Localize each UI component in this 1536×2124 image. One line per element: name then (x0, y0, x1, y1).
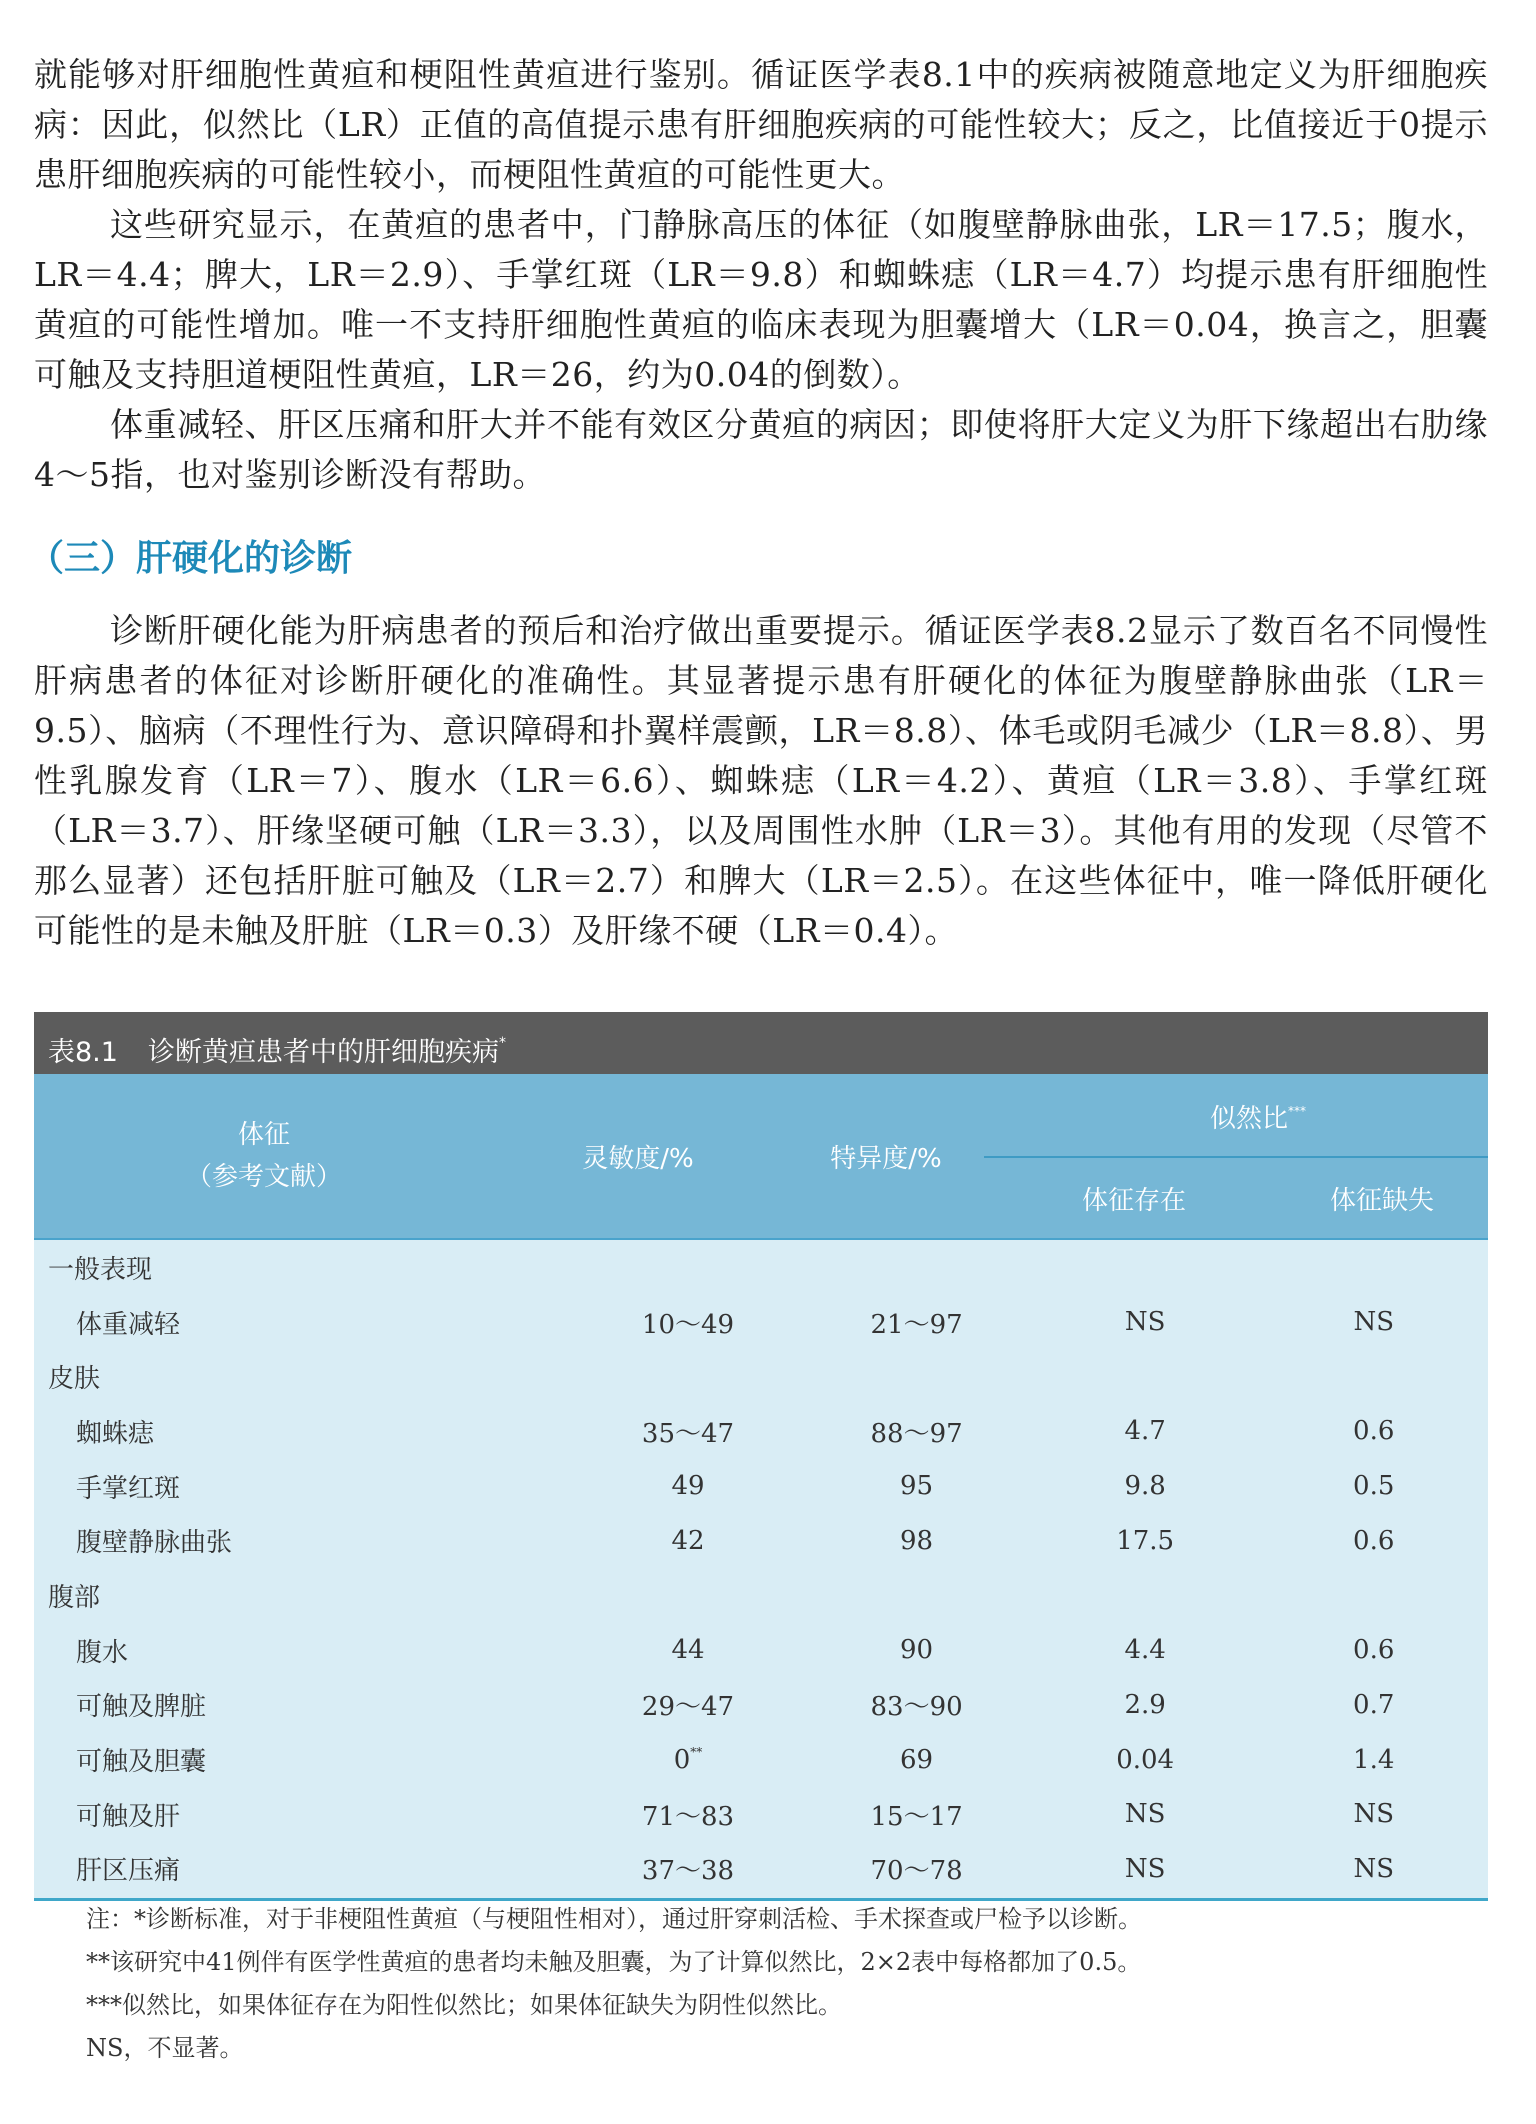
section-paragraph: 诊断肝硬化能为肝病患者的预后和治疗做出重要提示。循证医学表8.2显示了数百名不同慢性肝病患者的体征对诊断肝硬化的准确性。其显著提示患有肝硬化的体征为腹壁静脉曲张（LR＝9.5）、脑病（不理性行为、意识障碍和扑翼样震颤，LR＝8.8）、体毛或阴毛减少（LR＝8.8）、男性乳腺发育（LR＝7）、腹水（LR＝6.6）、蜘蛛痣（LR＝4.2）、黄疸（LR＝3.8）、手掌红斑（LR＝3.7）、肝缘坚硬可触（LR＝3.3），以及周围性水肿（LR＝3）。其他有用的发现（尽管不那么显著）还包括肝脏可触及（LR＝2.7）和脾大（LR＝2.5）。在这些体征中，唯一降低肝硬化可能性的是未触及肝脏（LR＝0.3）及肝缘不硬（LR＝0.4）。 (34, 611, 1488, 950)
lr-present-cell-text: 0.04 (1116, 1744, 1175, 1775)
sign-cell-text: 蜘蛛痣 (76, 1418, 155, 1449)
sign-cell-text: 体重减轻 (76, 1309, 181, 1340)
sensitivity-cell-text: 42 (671, 1525, 705, 1556)
lr-present-cell (1031, 1745, 1260, 1775)
sign-cell (34, 1850, 574, 1887)
sensitivity-cell-text: 37～38 (641, 1856, 735, 1887)
table-group-row (34, 1349, 1488, 1404)
sign-cell (34, 1249, 588, 1286)
lr-present-cell (1031, 1690, 1260, 1720)
header-sensitivity: 灵敏度/% (582, 1144, 694, 1174)
table-title-mark: * (498, 1035, 506, 1051)
lr-present-cell (1031, 1416, 1260, 1446)
specificity-cell (802, 1850, 1031, 1887)
sensitivity-cell-text: 44 (671, 1635, 705, 1666)
table-title: 诊断黄疸患者中的肝细胞疾病 (147, 1037, 499, 1068)
lr-absent-cell-text: 0.6 (1353, 1416, 1395, 1447)
lr-present-cell (1031, 1635, 1260, 1665)
lr-absent-cell (1259, 1526, 1488, 1556)
specificity-cell-text: 88～97 (870, 1418, 963, 1449)
specificity-cell-text: 70～78 (870, 1856, 963, 1887)
sensitivity-cell-text: 0 (673, 1744, 691, 1775)
body-text (28, 50, 1488, 956)
sign-cell-text: 腹壁静脉曲张 (76, 1528, 233, 1559)
section-title: （三）肝硬化的诊断 (28, 538, 353, 579)
table-body (34, 1240, 1488, 1901)
table-row (34, 1295, 1488, 1350)
lr-absent-cell-text: 0.5 (1353, 1471, 1395, 1502)
sign-cell (34, 1577, 588, 1614)
sign-cell (34, 1632, 574, 1669)
lr-present-cell-text: NS (1124, 1307, 1166, 1338)
note-3: ***似然比，如果体征存在为阳性似然比；如果体征缺失为阴性似然比。 (86, 1991, 842, 2019)
sensitivity-cell-text: 71～83 (641, 1801, 735, 1832)
table-row (34, 1732, 1488, 1787)
sign-cell (34, 1358, 588, 1395)
specificity-cell-text: 95 (900, 1471, 934, 1502)
paragraph-2: 这些研究显示，在黄疸的患者中，门静脉高压的体征（如腹壁静脉曲张，LR＝17.5；腹水，LR＝4.4；脾大，LR＝2.9）、手掌红斑（LR＝9.8）和蜘蛛痣（LR＝4.7）均提示患有肝细胞性黄疸的可能性增加。唯一不支持肝细胞性黄疸的临床表现为胆囊增大（LR＝0.04，换言之，胆囊可触及支持胆道梗阻性黄疸，LR＝26，约为0.04的倒数）。 (34, 205, 1488, 394)
lr-present-cell-text: NS (1124, 1799, 1166, 1830)
sign-cell (34, 1796, 574, 1833)
header-lr-mark: *** (1288, 1104, 1306, 1118)
lr-absent-cell-text: 0.7 (1353, 1689, 1395, 1720)
footnote-mark: ** (690, 1744, 703, 1759)
lr-present-cell (1031, 1799, 1260, 1829)
paragraph-3: 体重减轻、肝区压痛和肝大并不能有效区分黄疸的病因；即使将肝大定义为肝下缘超出右肋缘4～5指，也对鉴别诊断没有帮助。 (34, 405, 1488, 494)
table-title-bar (34, 1012, 1488, 1074)
lr-absent-cell (1259, 1471, 1488, 1501)
table-notes (86, 1898, 1466, 2070)
sensitivity-cell (574, 1304, 803, 1341)
sign-cell-text: 肝区压痛 (76, 1856, 181, 1887)
table-row (34, 1623, 1488, 1678)
lr-present-cell (1031, 1854, 1260, 1884)
sign-cell (34, 1686, 574, 1723)
specificity-cell (802, 1304, 1031, 1341)
sign-cell (34, 1468, 574, 1505)
table-row (34, 1459, 1488, 1514)
sensitivity-cell (574, 1686, 803, 1723)
specificity-cell-text: 90 (900, 1635, 934, 1666)
specificity-cell-text: 69 (900, 1744, 934, 1775)
header-sign: 体征 (237, 1120, 290, 1150)
sensitivity-cell-text: 35～47 (641, 1418, 735, 1449)
lr-present-cell (1031, 1307, 1260, 1337)
lr-present-cell-text: NS (1124, 1853, 1166, 1884)
table-number: 表8.1 (48, 1037, 118, 1068)
table-row (34, 1842, 1488, 1897)
lr-absent-cell (1259, 1635, 1488, 1665)
sign-cell (34, 1522, 574, 1559)
sign-cell-text: 手掌红斑 (76, 1473, 181, 1504)
lr-present-cell-text: 9.8 (1124, 1471, 1166, 1502)
note-4: NS，不显著。 (86, 2034, 244, 2062)
specificity-cell (802, 1413, 1031, 1450)
sign-cell-text: 可触及胆囊 (76, 1747, 207, 1778)
sensitivity-cell-text: 29～47 (641, 1692, 735, 1723)
specificity-cell (802, 1471, 1031, 1501)
sign-cell-text: 一般表现 (48, 1254, 153, 1285)
table-group-row (34, 1240, 1488, 1295)
specificity-cell (802, 1686, 1031, 1723)
specificity-cell-text: 15～17 (870, 1801, 963, 1832)
sensitivity-cell (574, 1850, 803, 1887)
lr-present-cell-text: 4.4 (1124, 1635, 1166, 1666)
sign-cell-text: 可触及脾脏 (76, 1692, 207, 1723)
sign-cell (34, 1741, 574, 1778)
header-sign-ref: （参考文献） (185, 1162, 342, 1192)
sensitivity-cell-text: 49 (671, 1471, 705, 1502)
table-row (34, 1513, 1488, 1568)
sign-cell-text: 腹水 (76, 1637, 129, 1668)
lr-absent-cell-text: 1.4 (1353, 1744, 1395, 1775)
header-lr (1010, 1098, 1506, 1135)
header-present: 体征存在 (1081, 1186, 1186, 1216)
specificity-cell-text: 98 (900, 1525, 934, 1556)
sensitivity-cell (574, 1471, 803, 1501)
header-lr-label: 似然比 (1209, 1104, 1288, 1134)
sensitivity-cell (574, 1413, 803, 1450)
table-row (34, 1678, 1488, 1733)
lr-present-cell-text: 2.9 (1124, 1689, 1166, 1720)
sign-cell (34, 1413, 574, 1450)
lr-absent-cell-text: NS (1353, 1853, 1394, 1884)
lr-absent-cell (1259, 1799, 1488, 1829)
specificity-cell-text: 83～90 (870, 1692, 963, 1723)
lr-absent-cell-text: 0.6 (1353, 1635, 1395, 1666)
specificity-cell (802, 1745, 1031, 1775)
sensitivity-cell (574, 1796, 803, 1833)
sensitivity-cell (574, 1745, 803, 1775)
sign-cell (34, 1304, 574, 1341)
evidence-table (34, 1012, 1488, 1901)
table-header (34, 1074, 1488, 1240)
header-absent: 体征缺失 (1329, 1186, 1434, 1216)
sign-cell-text: 皮肤 (48, 1364, 101, 1395)
lr-present-cell (1031, 1526, 1260, 1556)
specificity-cell (802, 1796, 1031, 1833)
lr-absent-cell (1259, 1416, 1488, 1446)
table-row (34, 1787, 1488, 1842)
lr-present-cell (1031, 1471, 1260, 1501)
header-divider (984, 1156, 1488, 1158)
lr-absent-cell (1259, 1854, 1488, 1884)
lr-absent-cell (1259, 1745, 1488, 1775)
specificity-cell-text: 21～97 (870, 1309, 963, 1340)
lr-present-cell-text: 4.7 (1124, 1416, 1166, 1447)
sign-cell-text: 可触及肝 (76, 1801, 181, 1832)
table-row (34, 1404, 1488, 1459)
note-2: **该研究中41例伴有医学性黄疸的患者均未触及胆囊，为了计算似然比，2×2表中每格都加了0.5。 (86, 1948, 1142, 1976)
sign-cell-text: 腹部 (48, 1582, 101, 1613)
lr-absent-cell-text: 0.6 (1353, 1525, 1395, 1556)
note-1: 注：*诊断标准，对于非梗阻性黄疸（与梗阻性相对），通过肝穿刺活检、手术探查或尸检予以诊断。 (86, 1905, 1142, 1933)
lr-present-cell-text: 17.5 (1116, 1525, 1175, 1556)
sensitivity-cell (574, 1635, 803, 1665)
table-group-row (34, 1568, 1488, 1623)
paragraph-1: 就能够对肝细胞性黄疸和梗阻性黄疸进行鉴别。循证医学表8.1中的疾病被随意地定义为肝细胞疾病：因此，似然比（LR）正值的高值提示患有肝细胞疾病的可能性较大；反之，比值接近于0提示患肝细胞疾病的可能性较小，而梗阻性黄疸的可能性更大。 (34, 55, 1488, 194)
specificity-cell (802, 1635, 1031, 1665)
lr-absent-cell-text: NS (1353, 1307, 1394, 1338)
sensitivity-cell-text: 10～49 (641, 1309, 735, 1340)
header-specificity: 特异度/% (830, 1144, 942, 1174)
lr-absent-cell-text: NS (1353, 1799, 1394, 1830)
lr-absent-cell (1259, 1307, 1488, 1337)
sensitivity-cell (574, 1526, 803, 1556)
specificity-cell (802, 1526, 1031, 1556)
lr-absent-cell (1259, 1690, 1488, 1720)
